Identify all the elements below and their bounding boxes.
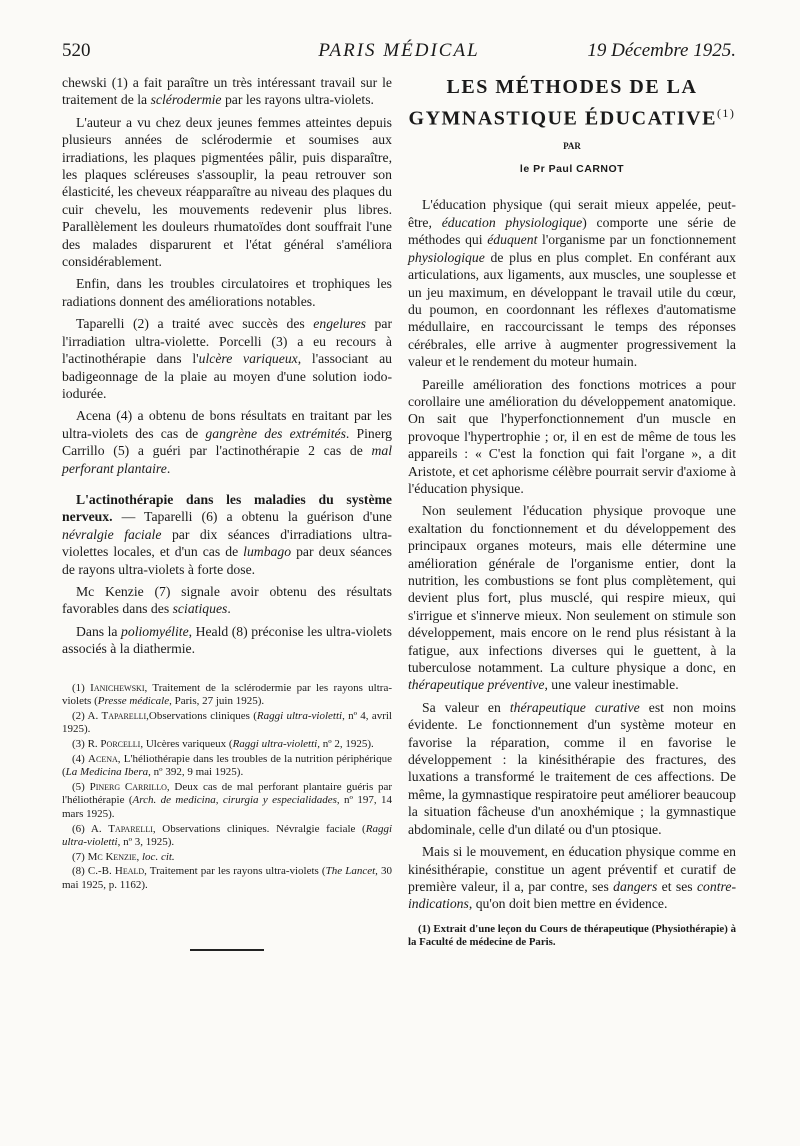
footnote: (6) A. Taparelli, Observations cliniques. Névralgie faciale (Raggi ultra-violetti, nº 3, 1925). — [62, 822, 392, 849]
paragraph: Enfin, dans les troubles circulatoires et trophiques les radiations donnent des améliorations notables. — [62, 276, 392, 309]
journal-title: PARIS MÉDICAL — [318, 40, 480, 61]
footnote-ref: (1) — [716, 106, 736, 120]
page-header — [62, 40, 736, 70]
footnote: (1) Ianichewski, Traitement de la sclérodermie par les rayons ultra-violets (Presse médicale, Paris, 27 juin 1925). — [62, 681, 392, 708]
paragraph: L'éducation physique (qui serait mieux appelée, peut-être, éducation physiologique) comporte une série de méthodes qui éduquent l'organisme par un fonctionnement physiologique de plus en plus complet. En conférant aux articulations, aux ligaments, aux muscles, une souplesse et un jeu maximum, en développant le travail utile du cœur, du poumon, en coordonnant les réflexes d'automatisme médullaire, en raccourcissant le temps des réponses cérébrales, elle arrive à augmenter progressivement la valeur et le rendement du moteur humain. — [408, 197, 736, 370]
footnote: (7) Mc Kenzie, loc. cit. — [72, 850, 175, 863]
page-number: 520 — [62, 40, 91, 61]
footnote: (1) Extrait d'une leçon du Cours de thérapeutique (Physiothérapie) à la Faculté de médecine de Paris. — [408, 922, 736, 949]
paragraph: chewski (1) a fait paraître un très intéressant travail sur le traitement de la sclérodermie par les rayons ultra-violets. — [62, 75, 392, 108]
footnote: (5) Pinerg Carrillo, Deux cas de mal perforant plantaire guéris par l'héliothérapie (Arch. de medicina, cirurgia y especialidades, nº 197, 14 mars 1925). — [62, 780, 393, 820]
paragraph: Dans la poliomyélite, Heald (8) préconise les ultra-violets associés à la diathermie. — [62, 623, 392, 657]
paragraph: Mais si le mouvement, en éducation physique comme en kinésithérapie, constitue un agent préventif et curatif de première valeur, il a, par contre, ses dangers et ses contre-indications, qu'on doit bien mettre en évidence. — [408, 844, 737, 912]
footnotes — [62, 682, 392, 893]
paragraph: L'actinothérapie dans les maladies du système nerveux. — Taparelli (6) a obtenu la guérison d'une névralgie faciale par dix séances d'irradiations ultra-violettes locales, et d'un cas de lumbago par deux séances de rayons ultra-violets à forte dose. — [62, 491, 392, 577]
paragraph: Pareille amélioration des fonctions motrices a pour corollaire une amélioration du développement anatomique. On sait que l'hyperfonctionnement d'un muscle en provoque l'hypertrophie ; or, il en est de même de tous les appareils : « C'est la fonction qui fait l'organe », a dit Aristote, et cet aphorisme célèbre pourrait servir d'axiome à l'éducation physique. — [408, 376, 736, 496]
article-author: le Pr Paul CARNOT — [519, 163, 625, 176]
issue-date: 19 Décembre 1925. — [587, 40, 736, 61]
footnote: (4) Acena, L'héliothérapie dans les troubles de la nutrition périphérique (La Medicina Ibera, nº 392, 9 mai 1925). — [62, 752, 393, 779]
paragraph: Taparelli (2) a traité avec succès des engelures par l'irradiation ultra-violette. Porcelli (3) a eu recours à l'actinothérapie dans l'ulcère variqueux, l'associant au badigeonnage de la plaie au moyen d'une solution iodo-iodurée. — [62, 316, 392, 401]
section-divider — [190, 949, 264, 951]
paragraph: Mc Kenzie (7) signale avoir obtenu des résultats favorables dans des sciatiques. — [62, 583, 392, 617]
footnote: (8) C.-B. Heald, Traitement par les rayons ultra-violets (The Lancet, 30 mai 1925, p. 1162). — [62, 865, 392, 891]
paragraph: Acena (4) a obtenu de bons résultats en traitant par les ultra-violets des cas de gangrène des extrémités. Pinerg Carrillo (5) a guéri par l'actinothérapie 2 cas de mal perforant plantaire. — [62, 408, 392, 476]
paragraph: L'auteur a vu chez deux jeunes femmes atteintes depuis plusieurs années de sclérodermie et soumises aux irradiations, les plaques pigmentées pâlir, puis disparaître, les plaques scléreuses s'assouplir, la peau retrouver son élasticité, les cheveux réapparaître au niveau des plaques du cuir chevelu, les mouvements redevenir plus libres. Parallèlement les douleurs rhumatoïdes dont souffrait l'une des malades disparurent et l'état général s'améliora considérablement. — [62, 114, 392, 270]
right-column — [408, 74, 736, 950]
left-column — [62, 74, 392, 951]
article-title: LES MÉTHODES DE LA GYMNASTIQUE ÉDUCATIVE$^{(1)}$ — [408, 76, 736, 130]
paragraph: Sa valeur en thérapeutique curative est non moins évidente. Le fonctionnement d'un système moteur en favorise la réparation, comme il en favorise le développement : la kinésithérapie des fractures, des luxations a transformé le traitement de ces affections. De même, la gymnastique respiratoire peut améliorer beaucoup la situation fâcheuse d'un anoxhémique ; la gymnastique abdominale, celle d'un dilaté ou d'un ptosique. — [408, 699, 736, 837]
footnote: (3) R. Porcelli, Ulcères variqueux (Raggi ultra-violetti, nº 2, 1925). — [72, 737, 374, 750]
footnote: (2) A. Taparelli,Observations cliniques (Raggi ultra-violetti, nº 4, avril 1925). — [62, 709, 392, 736]
paragraph: Non seulement l'éducation physique provoque une exaltation du fonctionnement et du développement des principaux organes moteurs, mais elle détermine une amélioration générale de l'organisme entier, dont la nutrition, les combustions se font plus complètement, qui devient plus fort, plus musclé, qui respire mieux, qui s'irrigue et s'innerve mieux. Non seulement on stimule son développement, mais encore on le rend plus résistant à la fatigue, aux infections diverses qui le guettent, à la tuberculose notamment. La culture physique a donc, en thérapeutique préventive, une valeur inestimable. — [408, 503, 736, 693]
byline-par: PAR — [563, 140, 581, 151]
section-heading: L'actinothérapie dans les maladies du système nerveux. — [62, 491, 392, 525]
